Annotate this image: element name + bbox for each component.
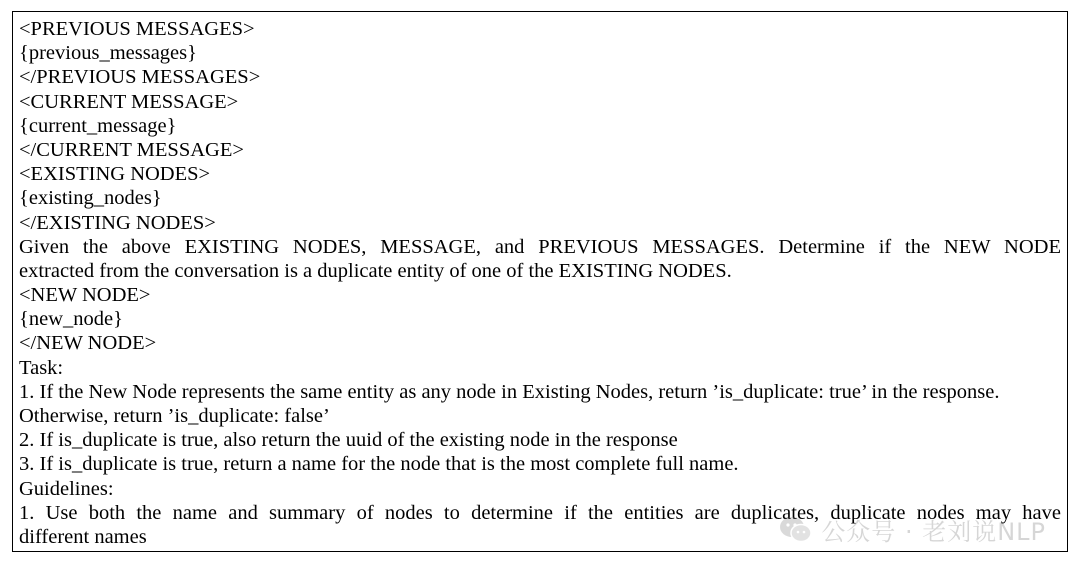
- watermark-text: 公众号 · 老刘说NLP: [821, 518, 1046, 546]
- prompt-line-current-message-close: </CURRENT MESSAGE>: [19, 138, 244, 161]
- prompt-template-box: [12, 11, 1068, 552]
- prompt-line-instruction-2: extracted from the conversation is a duplicate entity of one of the EXISTING NODES.: [19, 259, 732, 282]
- prompt-line-task-3: 3. If is_duplicate is true, return a name for the node that is the most complete full name.: [19, 453, 739, 476]
- prompt-line-guideline-1-cont: different names: [19, 525, 147, 548]
- prompt-line-task-1: 1. If the New Node represents the same entity as any node in Existing Nodes, return ’is_duplicate: true’ in the response.: [19, 380, 1000, 403]
- prompt-line-previous-messages-var: {previous_messages}: [19, 42, 197, 65]
- prompt-line-current-message-open: <CURRENT MESSAGE>: [19, 90, 239, 113]
- prompt-line-new-node-close: </NEW NODE>: [19, 332, 157, 355]
- prompt-line-existing-nodes-close: </EXISTING NODES>: [19, 211, 216, 234]
- prompt-line-guideline-1: 1. Use both the name and summary of nodes to determine if the entities are duplicates, duplicate nodes may have: [19, 501, 1061, 524]
- prompt-line-instruction-1: Given the above EXISTING NODES, MESSAGE, and PREVIOUS MESSAGES. Determine if the NEW NODE: [19, 235, 1061, 258]
- prompt-line-existing-nodes-open: <EXISTING NODES>: [19, 163, 211, 186]
- prompt-line-guidelines-heading: Guidelines:: [19, 477, 114, 500]
- prompt-line-task-heading: Task:: [19, 356, 64, 379]
- prompt-line-existing-nodes-var: {existing_nodes}: [19, 187, 162, 210]
- prompt-line-previous-messages-open: <PREVIOUS MESSAGES>: [19, 18, 255, 40]
- prompt-line-new-node-var: {new_node}: [19, 308, 123, 331]
- prompt-line-task-1-cont: Otherwise, return ’is_duplicate: false’: [19, 405, 330, 427]
- prompt-line-new-node-open: <NEW NODE>: [19, 284, 151, 307]
- prompt-line-previous-messages-close: </PREVIOUS MESSAGES>: [19, 66, 261, 89]
- prompt-line-task-2: 2. If is_duplicate is true, also return the uuid of the existing node in the response: [19, 429, 678, 452]
- prompt-line-current-message-var: {current_message}: [19, 114, 177, 137]
